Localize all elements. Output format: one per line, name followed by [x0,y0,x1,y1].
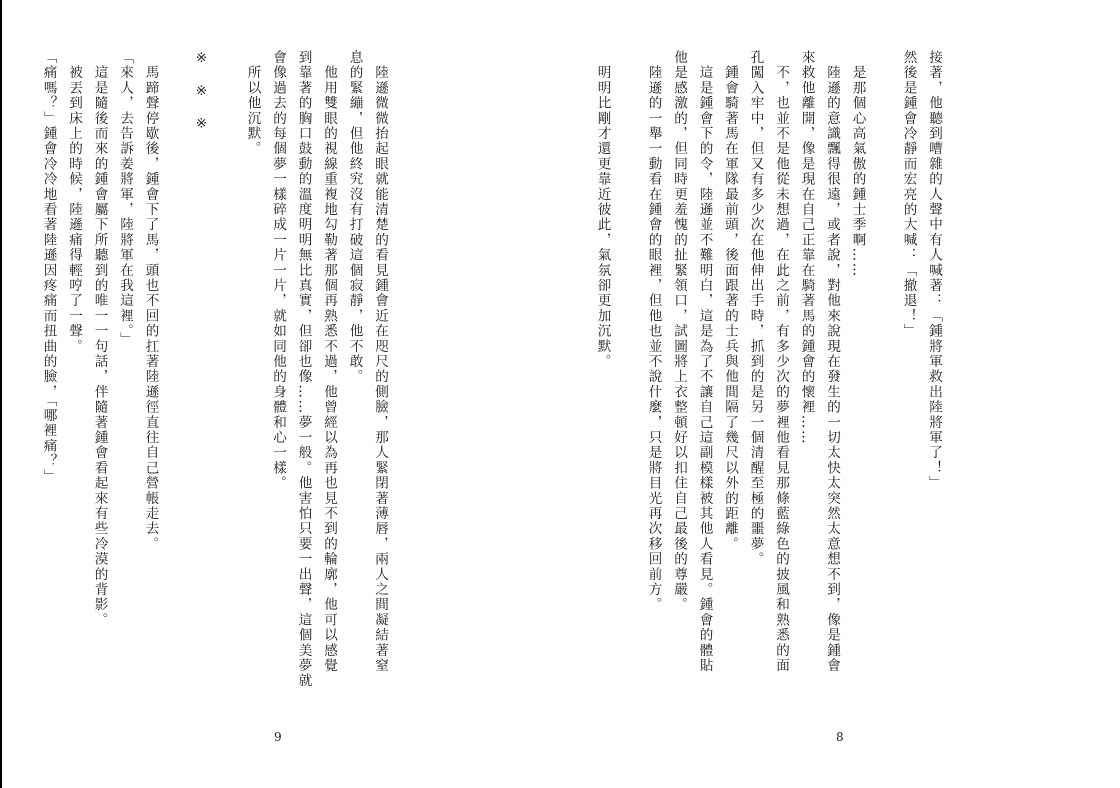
text-line: 這是隨後而來的鍾會屬下所聽到的唯一一句話，伴隨著鍾會看起來有些冷漠的背影。 [91,50,108,628]
right-page-text [594,50,946,740]
text-line: 會像過去的每個夢一樣碎成一片一片，就如同他的身體和心一樣。 [270,50,286,491]
text-line: 孔闖入牢中，但又有多少次在他伸出手時，抓到的是另一個清醒至極的噩夢。 [747,50,764,567]
text-line: 陸遜的一舉一動看在鍾會的眼裡，但他也並不說什麼，只是將目光再次移回前方。 [645,50,662,613]
text-line: 息的緊繃，但他終究沒有打破這個寂靜，他不敢。 [346,50,363,385]
page-number-right: 8 [836,730,844,744]
text-line: 來救他離開，像是現在自己正靠在騎著馬的鍾會的懷裡…… [798,50,815,446]
text-line: 馬蹄聲停歇後，鍾會下了馬，頭也不回的扛著陸遜徑直往自己營帳走去。 [142,50,159,552]
text-line: 鍾會騎著馬在軍隊最前頭，後面跟著的士兵與他間隔了幾尺以外的距離。 [722,50,738,552]
text-line [870,50,896,740]
text-line [163,50,189,740]
text-line: 這是鍾會下的令，陸遜並不難明白，這是為了不讓自己這副模樣被其他人看見。鍾會的體貼 [696,50,713,674]
page-number-left: 9 [274,730,282,744]
left-page-text [40,50,392,740]
text-line: 陸遜的意識飄得很遠，或者說，對他來說現在發生的一切太快太突然太意想不到，像是鍾會 [824,50,840,674]
text-line: 「來人，去告訴姜將軍，陸將軍在我這裡。」 [117,50,133,348]
text-line: 被丟到床上的時候，陸遜痛得輕哼了一聲。 [66,50,82,354]
text-line: 到靠著的胸口鼓動的溫度明明無比真實，但卻也像……夢一般。他害怕只要一出聲，這個美夢就 [295,50,312,689]
text-line: 所以他沉默。 [244,50,261,157]
text-line: 不，也並不是他從未想過，在此之前，有多少次的夢裡他看見那條藍綠色的披風和熟悉的面 [773,50,789,674]
right-page [560,0,1120,788]
text-line: 「痛嗎？」鍾會冷冷地看著陸遜因疼痛而扭曲的臉，「哪裡痛？」 [40,50,57,484]
text-line [615,50,641,740]
text-line: 然後是鍾會冷靜而宏亮的大喊：「撤退！」 [900,50,917,339]
text-line: 他用雙眼的視線重複地勾勒著那個再熟悉不過，他曾經以為再也見不到的輪廓，他可以感覺 [321,50,337,674]
text-line: 他是感激的，但同時更羞愧的扯緊領口，試圖將上衣整頓好以扣住自己最後的尊嚴。 [671,50,687,613]
scene-break: ※ ※ ※ [193,50,210,134]
text-line [214,50,240,740]
text-line: 是那個心高氣傲的鍾士季啊…… [849,50,866,278]
text-line: 接著，他聽到嘈雜的人聲中有人喊著：「鍾將軍救出陸將軍了！」 [926,50,942,491]
text-line: 明明比剛才還更靠近彼此，氣氛卻更加沉默。 [594,50,611,370]
text-line: 陸遜微微抬起眼就能清楚的看見鍾會近在咫尺的側臉，那人緊閉著薄唇，兩人之間凝結著窒 [372,50,388,674]
